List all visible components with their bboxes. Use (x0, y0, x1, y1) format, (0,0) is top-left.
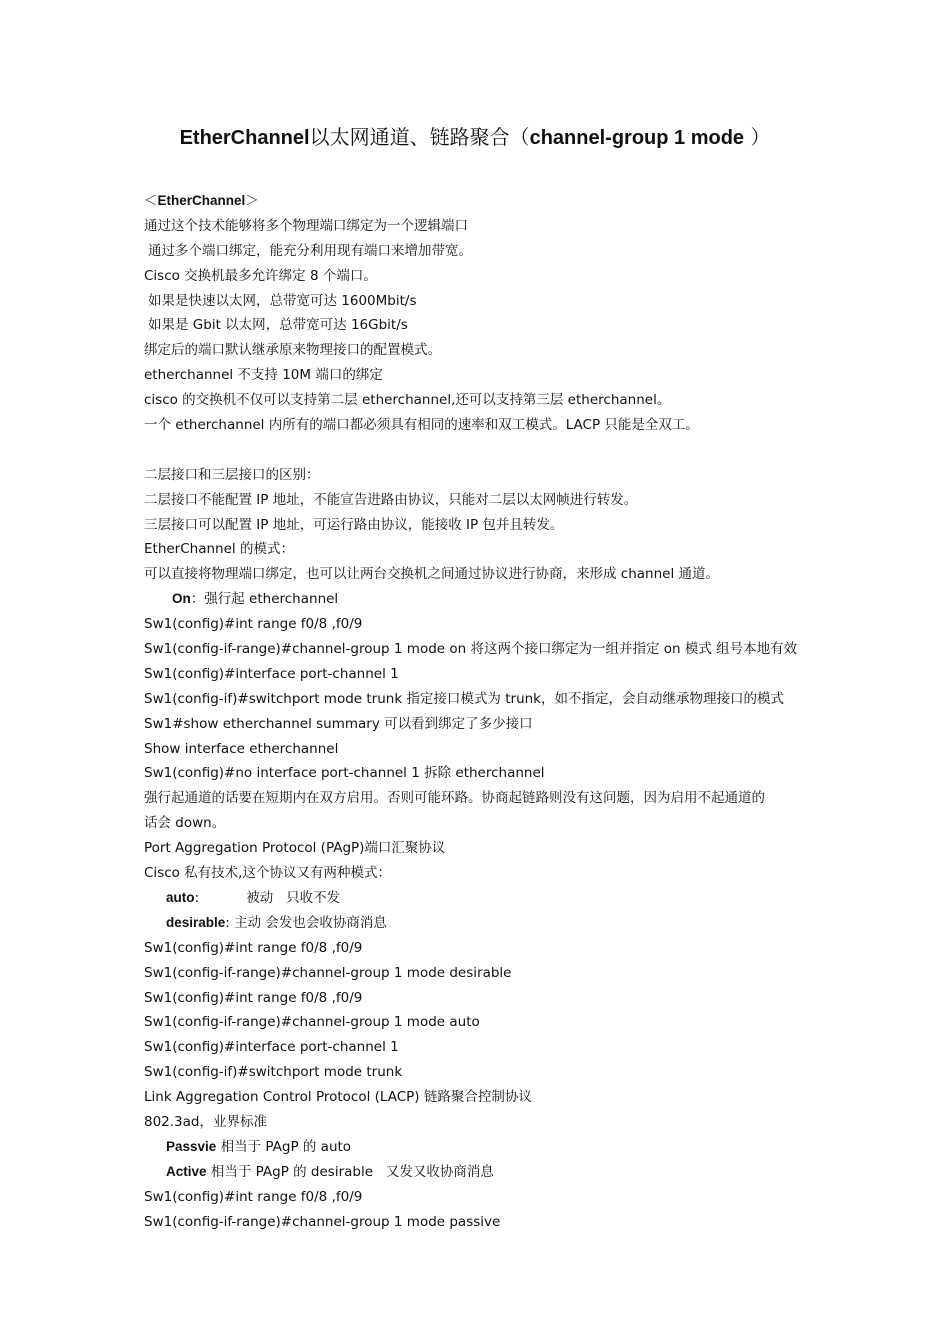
command-line: Sw1(config)#interface port-channel 1 (144, 1039, 399, 1056)
mode-active-line (144, 1160, 824, 1185)
section-heading-etherchannel (144, 189, 824, 214)
command-line: Sw1#show etherchannel summary 可以看到绑定了多少接口 (144, 715, 533, 732)
command-line: Sw1(config-if-range)#channel-group 1 mode desirable (144, 964, 512, 981)
mode-desirable-line (144, 911, 824, 936)
mode-active-label: Active (166, 1163, 207, 1179)
command-line: Sw1(config-if)#switchport mode trunk (144, 1064, 403, 1081)
text-line: 二层接口不能配置 IP 地址，不能宣告进路由协议，只能对二层以太网帧进行转发。 (144, 491, 638, 508)
command-line: Sw1(config)#int range f0/8 ,f0/9 (144, 939, 363, 956)
command-line: Sw1(config)#no interface port-channel 1 拆除 etherchannel (144, 765, 545, 782)
text-line: 绑定后的端口默认继承原来物理接口的配置模式。 (144, 342, 441, 359)
text-line: 通过多个端口绑定，能充分利用现有端口来增加带宽。 (148, 242, 472, 259)
mode-desirable-label: desirable (166, 914, 226, 930)
page-title (0, 122, 950, 153)
command-line: Show interface etherchannel (144, 740, 339, 757)
command-line: Sw1(config)#int range f0/8 ,f0/9 (144, 1188, 363, 1205)
text-line: 如果是快速以太网，总带宽可达 1600Mbit/s (148, 292, 417, 309)
mode-active-desc: 相当于 PAgP 的 desirable 又发又收协商消息 (206, 1163, 494, 1180)
mode-passive-desc: 相当于 PAgP 的 auto (216, 1138, 352, 1155)
command-line: Sw1(config)#int range f0/8 ,f0/9 (144, 616, 363, 633)
text-line: 通过这个技术能够将多个物理端口绑定为一个逻辑端口 (144, 217, 468, 234)
text-line: etherchannel 不支持 10M 端口的绑定 (144, 367, 383, 384)
mode-on-desc: ：强行起 etherchannel (190, 591, 339, 608)
text-line: 话会 down。 (144, 815, 226, 832)
title-chinese: 以太网通道、链路聚合（ (309, 125, 530, 149)
blank-line (144, 438, 824, 463)
text-line: 可以直接将物理端口绑定，也可以让两台交换机之间通过协议进行协商，来形成 channel 通道。 (144, 566, 720, 583)
document-body (144, 189, 824, 1234)
mode-on-label: On (172, 591, 191, 607)
text-line: Cisco 私有技术,这个协议又有两种模式： (144, 865, 391, 882)
text-line: Cisco 交换机最多允许绑定 8 个端口。 (144, 267, 377, 284)
mode-auto-line (144, 886, 824, 911)
command-line: Sw1(config-if)#switchport mode trunk 指定接口模式为 trunk，如不指定，会自动继承物理接口的模式 (144, 690, 784, 707)
title-command: channel-group 1 mode (529, 127, 745, 149)
bracket-close: ＞ (245, 193, 259, 209)
command-line: Sw1(config)#int range f0/8 ,f0/9 (144, 989, 363, 1006)
command-line: Sw1(config-if-range)#channel-group 1 mode auto (144, 1014, 480, 1031)
mode-auto-label: auto (166, 889, 195, 905)
title-etherchannel: EtherChannel (179, 127, 310, 149)
mode-auto-desc: : 被动 只收不发 (194, 889, 341, 906)
text-line: 802.3ad，业界标准 (144, 1113, 267, 1130)
mode-on-line (144, 587, 824, 612)
bracket-open: ＜ (144, 193, 158, 209)
command-line: Sw1(config-if-range)#channel-group 1 mode on 将这两个接口绑定为一组并指定 on 模式 组号本地有效 (144, 641, 798, 658)
text-line: EtherChannel 的模式： (144, 541, 294, 558)
mode-passive-label: Passvie (166, 1138, 217, 1154)
command-line: Sw1(config)#interface port-channel 1 (144, 665, 399, 682)
text-line: 一个 etherchannel 内所有的端口都必须具有相同的速率和双工模式。LACP 只能是全双工。 (144, 417, 699, 434)
text-line: 如果是 Gbit 以太网，总带宽可达 16Gbit/s (148, 317, 408, 334)
text-line: Port Aggregation Protocol (PAgP)端口汇聚协议 (144, 840, 446, 857)
text-line: 三层接口可以配置 IP 地址，可运行路由协议，能接收 IP 包并且转发。 (144, 516, 564, 533)
text-line: cisco 的交换机不仅可以支持第二层 etherchannel,还可以支持第三层 etherchannel。 (144, 392, 671, 409)
title-close-paren: ） (744, 125, 771, 149)
heading-text: EtherChannel (157, 193, 246, 208)
text-line: 二层接口和三层接口的区别： (144, 466, 320, 483)
text-line: Link Aggregation Control Protocol (LACP) 链路聚合控制协议 (144, 1089, 532, 1106)
mode-desirable-desc: : 主动 会发也会收协商消息 (225, 914, 387, 931)
mode-passive-line (144, 1135, 824, 1160)
command-line: Sw1(config-if-range)#channel-group 1 mode passive (144, 1213, 501, 1230)
text-line: 强行起通道的话要在短期内在双方启用。否则可能环路。协商起链路则没有这问题，因为启用不起通道的 (144, 790, 765, 807)
